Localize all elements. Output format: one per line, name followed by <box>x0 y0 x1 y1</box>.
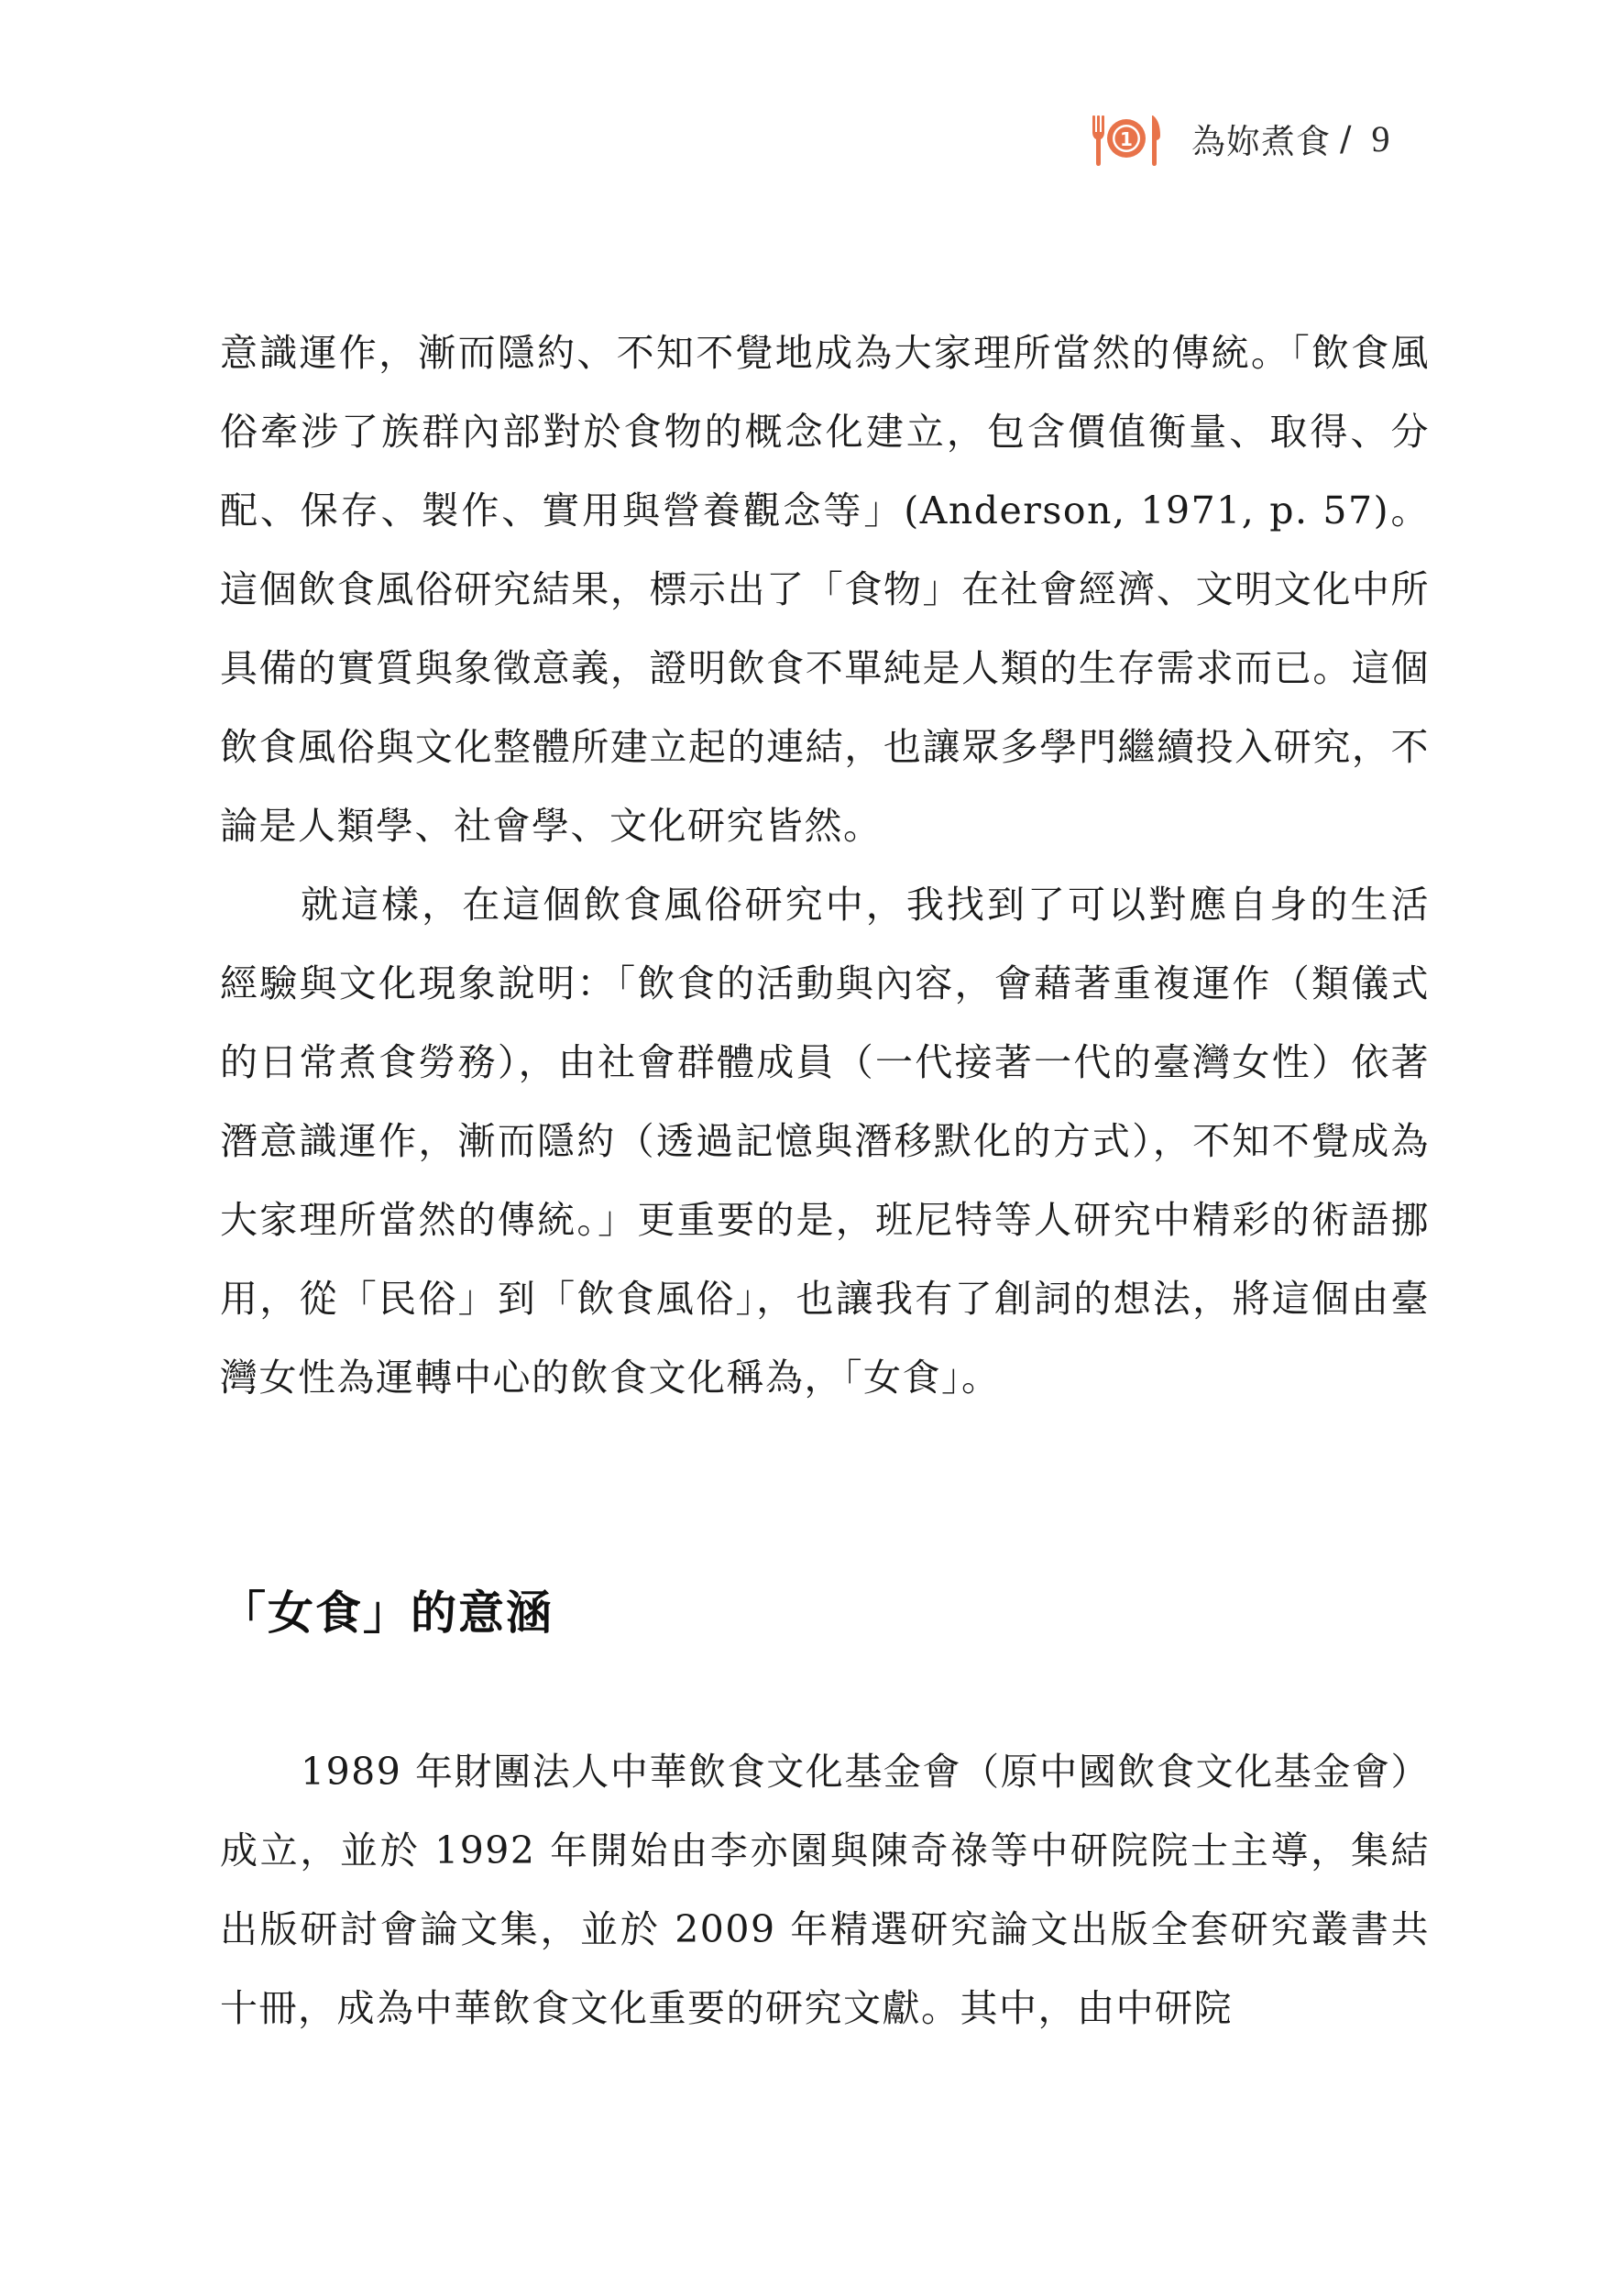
paragraph: 就這樣，在這個飲食風俗研究中，我找到了可以對應自身的生活經驗與文化現象說明：「飲食的活動與內容，會藉著重複運作（類儀式的日常煮食勞務），由社會群體成員（一代接著一代的臺灣女性）依著潛意識運作，漸而隱約（透過記憶與潛移默化的方式），不知不覺成為大家理所當然的傳統。」更重要的是，班尼特等人研究中精彩的術語挪用，從「民俗」到「飲食風俗」，也讓我有了創詞的想法，將這個由臺灣女性為運轉中心的飲食文化稱為，「女食」。 <box>220 883 1430 1400</box>
plate-with-fork-and-knife-icon <box>1089 108 1164 169</box>
body-text-upper <box>220 313 1430 1417</box>
page-number: 9 <box>1371 117 1390 159</box>
paragraph: 1989 年財團法人中華飲食文化基金會（原中國飲食文化基金會）成立，並於 1992 年開始由李亦園與陳奇祿等中研院院士主導，集結出版研討會論文集，並於 2009 年精選研究論文出版全套研究叢書共十冊，成為中華飲食文化重要的研究文獻。其中，由中研院 <box>220 1750 1430 2030</box>
chapter-number: 1 <box>1120 128 1133 150</box>
running-header-title: 為妳煮食 <box>1191 122 1331 161</box>
section-heading: 「女食」的意涵 <box>220 1587 554 1640</box>
running-header-separator: / <box>1340 118 1352 159</box>
paragraph: 意識運作，漸而隱約、不知不覺地成為大家理所當然的傳統。「飲食風俗牽涉了族群內部對於食物的概念化建立，包含價值衡量、取得、分配、保存、製作、實用與營養觀念等」(Anderson, 1971, p. 57)。這個飲食風俗研究結果，標示出了「食物」在社會經濟、文明文化中所具備的實質與象徵意義，證明飲食不單純是人類的生存需求而已。這個飲食風俗與文化整體所建立起的連結，也讓眾多學門繼續投入研究，不論是人類學、社會學、文化研究皆然。 <box>220 331 1430 848</box>
body-text-lower <box>220 1732 1430 2048</box>
running-header <box>1089 108 1389 169</box>
